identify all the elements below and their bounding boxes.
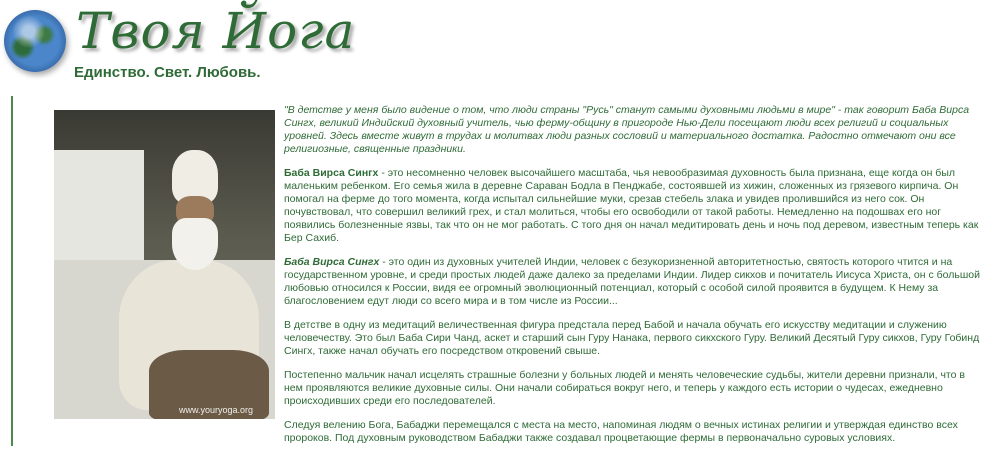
paragraph-text: - это несомненно человек высочайшего масштаба, чья невообразимая духовность была признана, еще когда он был маленьким ребенком. Его семья жила в деревне Сараван Бодла в Пенджабе, состоявшей из хижин, сложенных из грязевого кирпича. Он помогал на ферме до того момента, когда испытал сильнейшие муки, срезав стебель злака и увидев пролившийся из него сок. Он почувствовал, что совершил великий грех, и стал молиться, чтобы его освободили от такой работы. Немедленно на подошвах его ног появились болезненные язвы, так что он не мог работать. С того дня он начал медитировать день и ночь под деревом, известным теперь как Бер Сахиб.	[284, 167, 979, 244]
site-header	[0, 0, 1000, 95]
name-highlight: Баба Вирса Сингх	[284, 256, 380, 268]
paragraph-4: Постепенно мальчик начал исцелять страшные болезни у больных людей и менять человеческие судьбы, жители деревни признали, что в нем проявляются великие духовные силы. Они начали собираться вокруг него, и теперь у каждого есть истории о чудесах, ежедневно происходивших среди его последователей.	[284, 369, 965, 407]
paragraph-5: Следуя велению Бога, Бабаджи перемещался с места на место, напоминая людям о вечных истинах религии и утверждая единство всех пророков. Под духовным руководством Бабаджи также создавал процветающие фермы в первоначально суровых условиях.	[284, 419, 958, 444]
photo-watermark: www.youryoga.org	[178, 405, 253, 415]
name-highlight: Баба Вирса Сингх	[284, 167, 379, 179]
article-body	[284, 104, 986, 456]
paragraph-2	[284, 256, 986, 308]
guru-photo	[54, 110, 275, 419]
paragraph-1	[284, 167, 986, 245]
site-tagline: Единство. Свет. Любовь.	[74, 64, 261, 81]
paragraph-text: - это один из духовных учителей Индии, человек с безукоризненной авторитетностью, святость которого чтится и на государственном уровне, и среди простых людей даже далеко за пределами Индии. Лидер сикхов и почитатель Иисуса Христа, он с большой любовью относился к России, видя ее огромный эволюционный потенциал, который с особой силой проявится в будущем. К Нему за благословением едут люди со всего мира и в том числе из России...	[284, 256, 980, 307]
globe-icon[interactable]	[4, 10, 66, 72]
photo-beard	[172, 218, 218, 270]
side-divider	[11, 96, 13, 446]
site-logo-title[interactable]: Твоя Йога	[76, 2, 356, 60]
paragraph-3: В детстве в одну из медитаций величественная фигура предстала перед Бабой и начала обучать его искусству медитации и служению человечеству. Это был Баба Сири Чанд, аскет и старший сын Гуру Нанака, первого сикхского Гуру. Великий Десятый Гуру сикхов, Гуру Гобинд Сингх, также начал обучать его посредством откровений свыше.	[284, 319, 980, 357]
intro-quote: "В детстве у меня было видение о том, что люди страны "Русь" станут самыми духовными людьми в мире" - так говорит Баба Вирса Сингх, великий Индийский духовный учитель, чью ферму-общину в пригороде Нью-Дели посещают люди всех религий и социальных уровней. Здесь вместе живут в трудах и молитвах люди разных сословий и материального достатка. Радостно отмечают они все религиозные, священные праздники.	[284, 104, 970, 155]
